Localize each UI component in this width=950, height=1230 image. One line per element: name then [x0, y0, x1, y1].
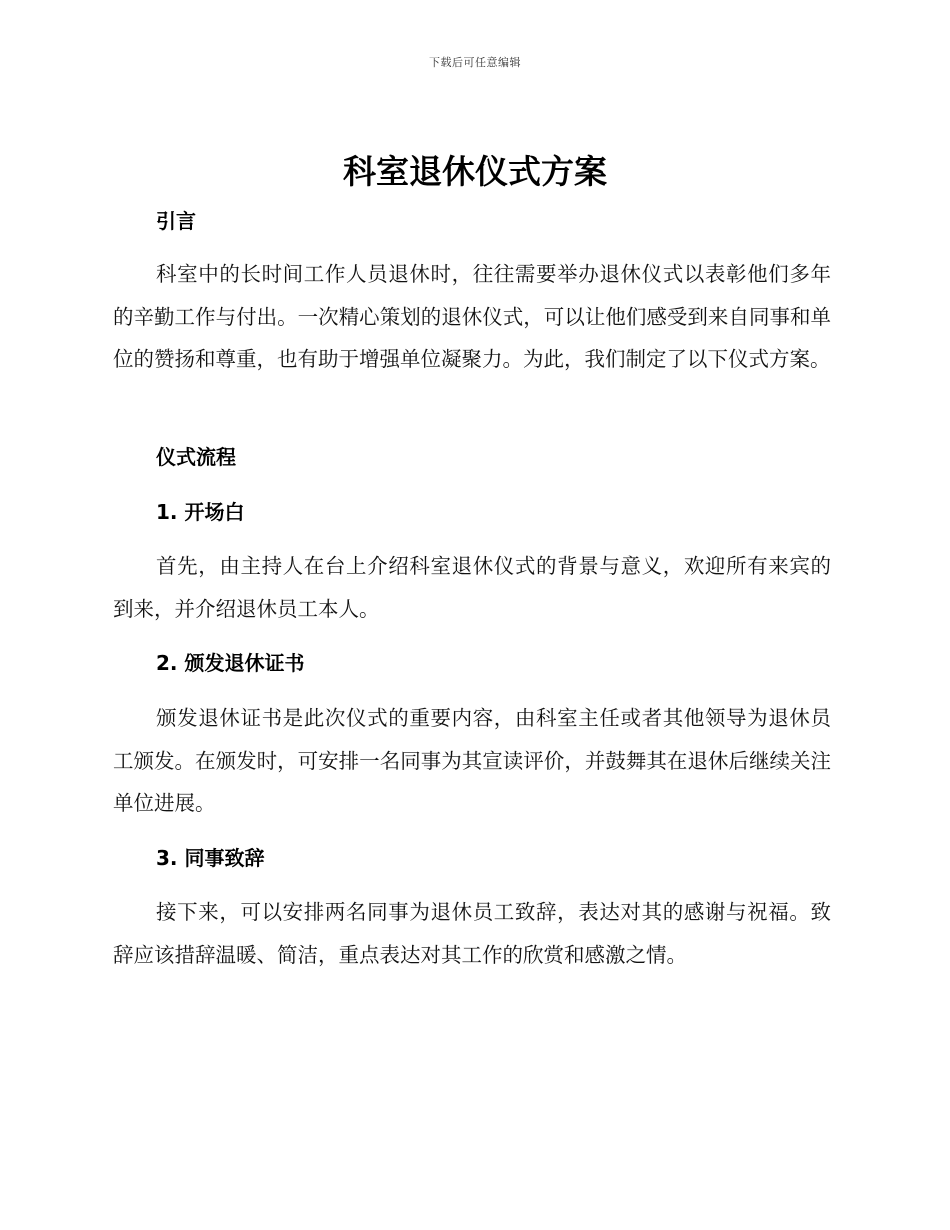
section-paragraph-certificate: 颁发退休证书是此次仪式的重要内容，由科室主任或者其他领导为退休员工颁发。在颁发时，可安排一名同事为其宣读评价，并鼓舞其在退休后继续关注单位进展。 [113, 706, 831, 815]
section-heading-process: 仪式流程 [156, 445, 236, 469]
section-heading-intro: 引言 [156, 209, 196, 233]
section-heading-certificate: 2. 颁发退休证书 [156, 651, 305, 675]
section-heading-opening: 1. 开场白 [156, 500, 245, 524]
document-title: 科室退休仪式方案 [343, 152, 607, 191]
section-heading-speech: 3. 同事致辞 [156, 846, 265, 870]
section-paragraph-speech: 接下来，可以安排两名同事为退休员工致辞，表达对其的感谢与祝福。致辞应该措辞温暖、简洁，重点表达对其工作的欣赏和感激之情。 [113, 900, 831, 967]
section-paragraph-opening: 首先，由主持人在台上介绍科室退休仪式的背景与意义，欢迎所有来宾的到来，并介绍退休员工本人。 [113, 554, 831, 621]
header-watermark: 下载后可任意编辑 [429, 56, 521, 69]
section-paragraph-intro: 科室中的长时间工作人员退休时，往往需要举办退休仪式以表彰他们多年的辛勤工作与付出。一次精心策划的退休仪式，可以让他们感受到来自同事和单位的赞扬和尊重，也有助于增强单位凝聚力。为此，我们制定了以下仪式方案。 [113, 262, 831, 371]
